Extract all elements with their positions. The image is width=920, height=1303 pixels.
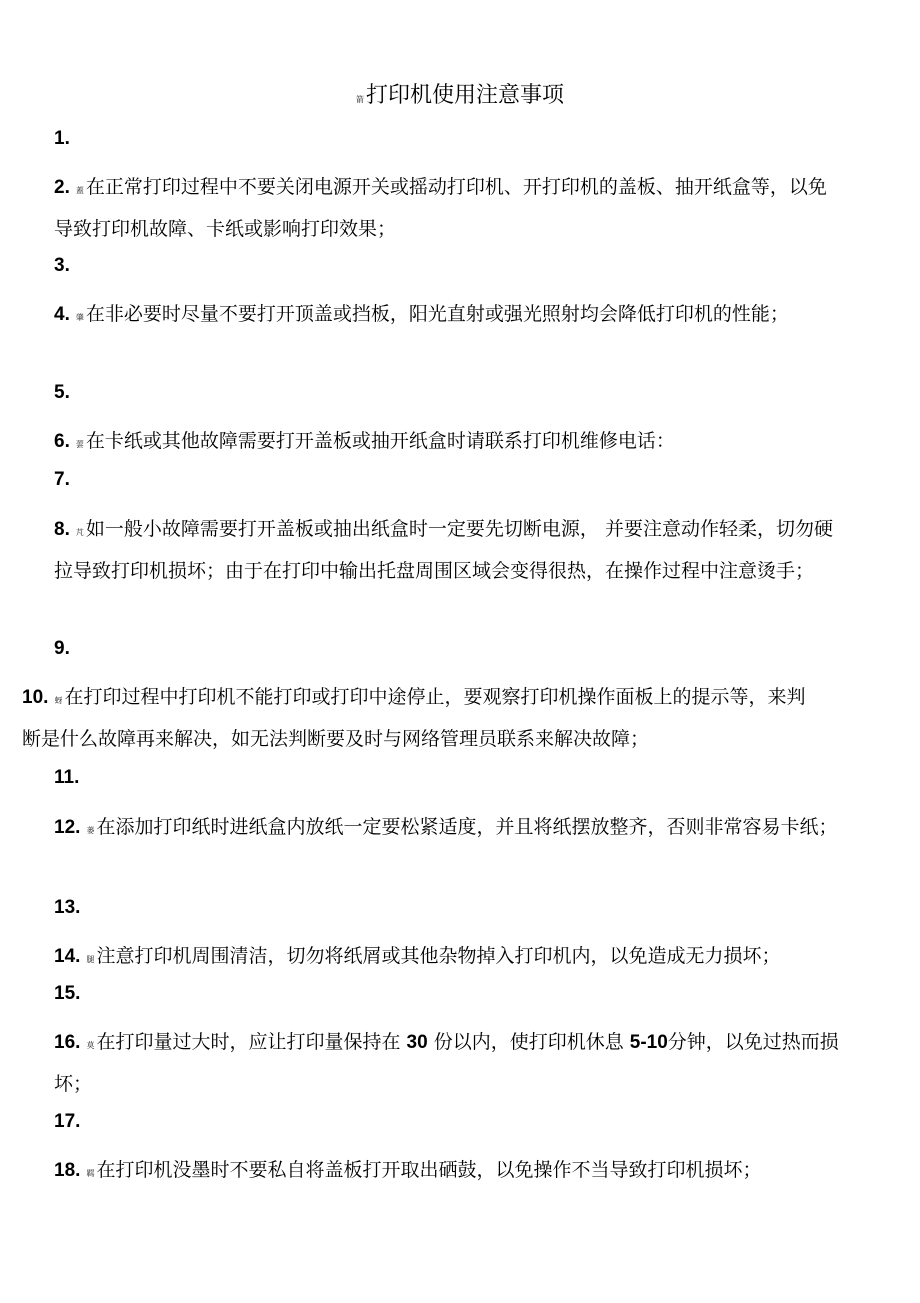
list-item — [54, 888, 844, 927]
list-item — [54, 246, 844, 285]
item-text: 在卡纸或其他故障需要打开盖板或抽开纸盒时请联系打印机维修电话： — [85, 430, 675, 452]
item-number: 2. — [54, 177, 70, 198]
item-number: 18. — [54, 1160, 81, 1181]
item-text: 在非必要时尽量不要打开顶盖或挡板，阳光直射或强光照射均会降低打印机的性能； — [85, 303, 789, 325]
item-value: 5-10 — [629, 1032, 668, 1053]
list-item — [54, 758, 844, 797]
title-mark: 箭 — [355, 95, 364, 104]
item-text: 在打印量过大时，应让打印量保持在 — [96, 1031, 407, 1053]
list-item — [54, 373, 844, 412]
list-item — [54, 808, 844, 850]
item-number: 14. — [54, 946, 81, 967]
list-item — [54, 510, 844, 590]
item-mark: 蒌 — [86, 826, 95, 835]
item-number: 9. — [54, 638, 70, 659]
list-item — [54, 629, 844, 668]
item-text: 在添加打印纸时进纸盒内放纸一定要松紧适度，并且将纸摆放整齐，否则非常容易卡纸； — [96, 816, 838, 838]
item-number: 4. — [54, 304, 70, 325]
item-number: 1. — [54, 128, 70, 149]
item-number: 5. — [54, 382, 70, 403]
item-mark: 羁 — [86, 1169, 95, 1178]
list-item — [54, 295, 844, 337]
item-text: 在打印过程中打印机不能打印或打印中途停止，要观察打印机操作面板上的提示等，来判断是什么故障再来解决，如无法判断要及时与网络管理员联系来解决故障； — [22, 686, 806, 750]
page-title — [0, 80, 920, 116]
item-number: 17. — [54, 1111, 81, 1132]
list-item — [54, 460, 844, 499]
list-item — [22, 678, 822, 758]
item-text: 如一般小故障需要打开盖板或抽出纸盒时一定要先切断电源， 并要注意动作轻柔，切勿硬拉导致打印机损坏；由于在打印中输出托盘周围区域会变得很热，在操作过程中注意烫手； — [54, 518, 833, 582]
list-item — [54, 422, 844, 464]
list-item — [54, 119, 844, 158]
item-mark: 蕓 — [75, 440, 84, 449]
item-text: 在正常打印过程中不要关闭电源开关或摇动打印机、开打印机的盖板、抽开纸盒等，以免导致打印机故障、卡纸或影响打印效果； — [54, 176, 827, 240]
item-value: 30 — [406, 1032, 428, 1053]
item-text: 分钟，以免过热而损坏； — [54, 1031, 839, 1095]
item-text: 注意打印机周围清洁，切勿将纸屑或其他杂物掉入打印机内，以免造成无力损坏； — [96, 945, 781, 967]
list-item — [54, 1023, 844, 1103]
item-number: 6. — [54, 431, 70, 452]
item-mark: 蚜 — [54, 696, 63, 705]
list-item — [54, 168, 844, 248]
list-item — [54, 937, 844, 979]
item-number: 8. — [54, 519, 70, 540]
item-mark: 蓋 — [75, 186, 84, 195]
list-item — [54, 974, 844, 1013]
item-number: 11. — [54, 767, 80, 788]
item-number: 3. — [54, 255, 70, 276]
item-number: 7. — [54, 469, 70, 490]
item-number: 16. — [54, 1032, 81, 1053]
item-number: 12. — [54, 817, 81, 838]
list-item — [54, 1102, 844, 1141]
item-mark: 腿 — [86, 955, 95, 964]
title-text: 打印机使用注意事项 — [365, 83, 564, 108]
item-text: 在打印机没墨时不要私自将盖板打开取出硒鼓，以免操作不当导致打印机损坏； — [96, 1159, 762, 1181]
item-mark: 芃 — [75, 528, 84, 537]
item-text: 份以内，使打印机休息 — [427, 1031, 630, 1053]
item-number: 10. — [22, 687, 49, 708]
item-number: 15. — [54, 983, 81, 1004]
list-item — [54, 1151, 844, 1193]
item-mark: 莫 — [86, 1041, 95, 1050]
item-mark: 肇 — [75, 313, 84, 322]
item-number: 13. — [54, 897, 81, 918]
